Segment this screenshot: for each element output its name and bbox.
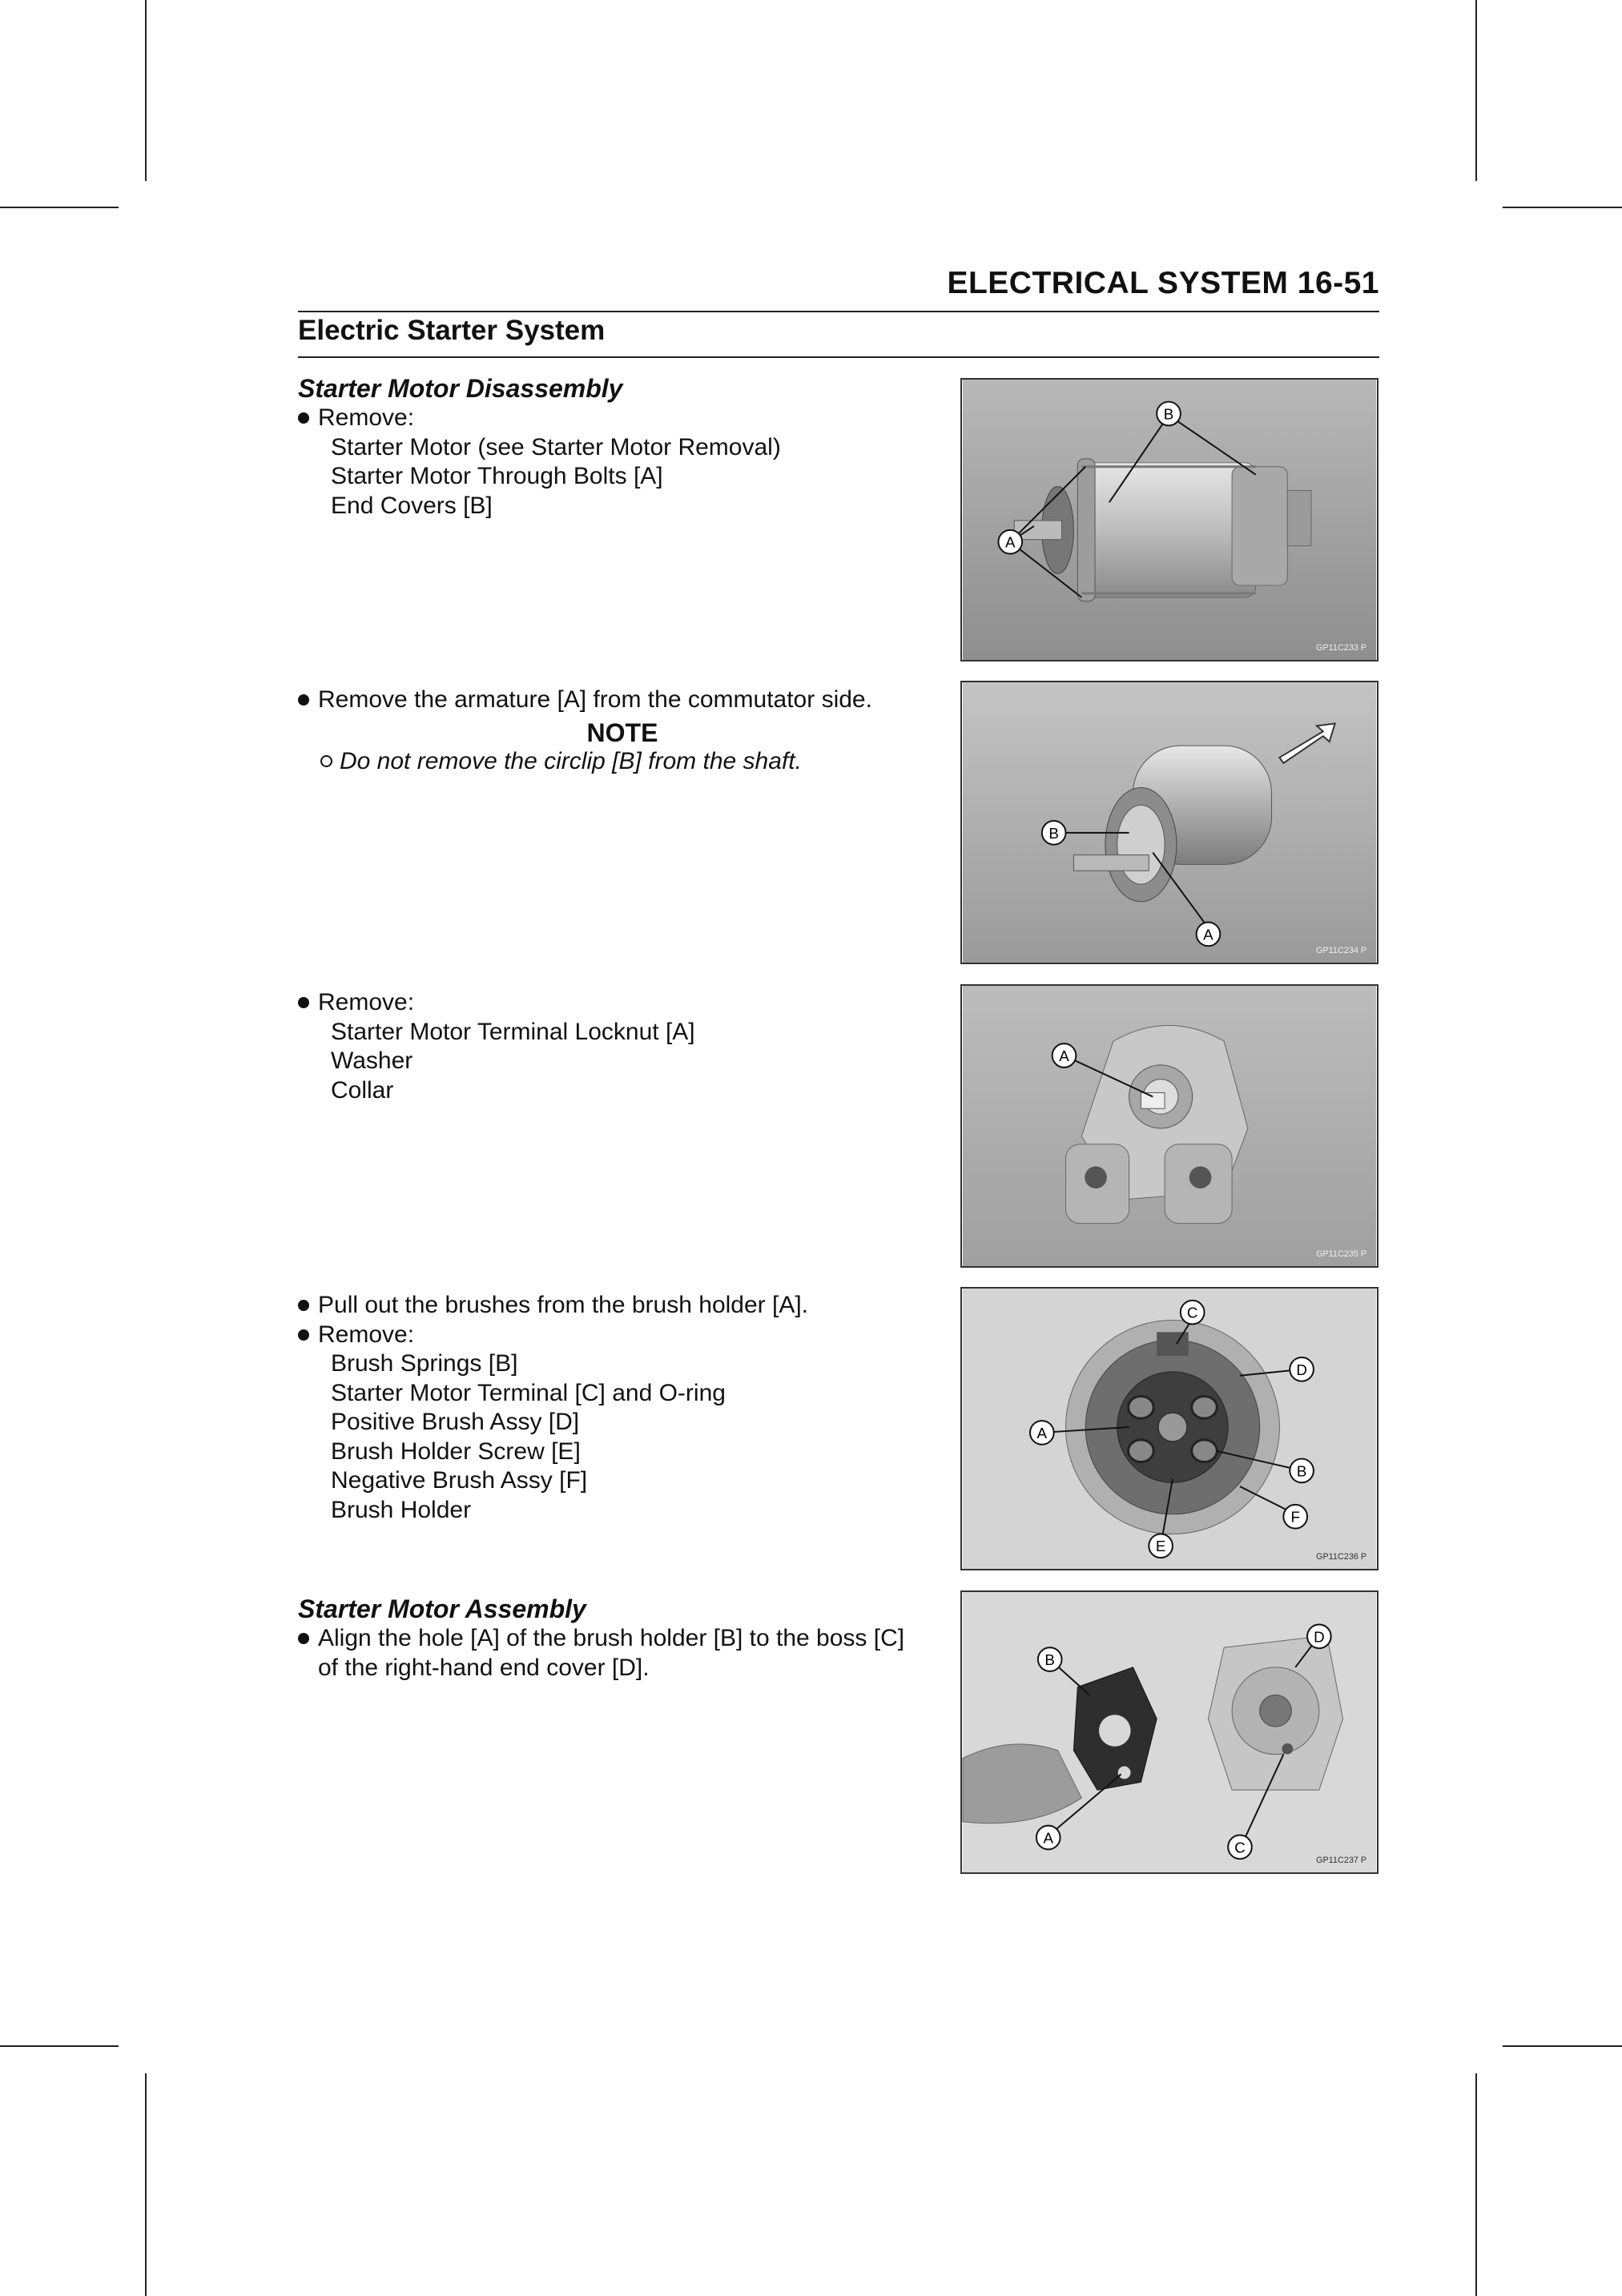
disassembly-heading: Starter Motor Disassembly: [298, 374, 623, 403]
callout-a: A: [1005, 533, 1016, 551]
callout-d: D: [1314, 1628, 1325, 1646]
bullet-remove: Remove:: [298, 1321, 939, 1350]
section-title: Electric Starter System: [298, 315, 606, 346]
step-4: [298, 1291, 939, 1525]
step-1: [298, 373, 939, 521]
callout-c: C: [1186, 1304, 1198, 1321]
step-2: [298, 686, 939, 777]
crop-mark: [0, 2045, 119, 2047]
figure-code: GP11C236 P: [1315, 1552, 1367, 1562]
photo-brush-holder: [960, 1287, 1378, 1570]
callout-b: B: [1296, 1462, 1307, 1480]
list-item: Brush Holder: [331, 1496, 472, 1523]
list-item: Starter Motor (see Starter Motor Removal): [331, 433, 781, 460]
list-item: Brush Holder Screw [E]: [331, 1438, 581, 1465]
note-text: Do not remove the circlip [B] from the shaft.: [298, 747, 939, 777]
header-rule: [298, 311, 1379, 312]
crop-mark: [145, 2073, 147, 2296]
list-item: Washer: [331, 1047, 413, 1074]
list-item: Starter Motor Terminal [C] and O-ring: [331, 1379, 726, 1406]
callout-c: C: [1234, 1839, 1246, 1856]
callout-a: A: [1036, 1424, 1048, 1442]
crop-mark: [145, 0, 147, 181]
callout-f: F: [1290, 1508, 1300, 1526]
bullet-pull-brushes: Pull out the brushes from the brush holder [A].: [298, 1291, 939, 1321]
assembly-illustration: [962, 1592, 1377, 1872]
bullet-remove: Remove:: [298, 988, 939, 1018]
armature-illustration: [962, 682, 1377, 963]
bullet-align: Align the hole [A] of the brush holder [B] to the boss [C]: [298, 1624, 939, 1654]
list-item: Starter Motor Through Bolts [A]: [331, 463, 663, 489]
figure-code: GP11C233 P: [1315, 643, 1367, 653]
callout-b: B: [1163, 405, 1174, 423]
list-item: Positive Brush Assy [D]: [331, 1409, 580, 1435]
figure-code: GP11C234 P: [1315, 946, 1367, 956]
list-item: Brush Springs [B]: [331, 1350, 518, 1377]
note-title: NOTE: [586, 718, 658, 747]
callout-d: D: [1296, 1361, 1307, 1378]
bullet-remove: Remove:: [298, 404, 939, 433]
section-rule: [298, 356, 1379, 358]
callout-b: B: [1048, 824, 1059, 842]
bullet-remove-armature: Remove the armature [A] from the commutator side.: [298, 686, 939, 715]
bullet-align-continued: of the right-hand end cover [D].: [318, 1654, 650, 1681]
callout-a: A: [1203, 926, 1213, 943]
assembly-section: [298, 1594, 939, 1683]
callout-e: E: [1155, 1538, 1166, 1555]
photo-starter-motor: [960, 378, 1378, 661]
terminal-illustration: [962, 986, 1377, 1266]
crop-mark: [1503, 2045, 1622, 2047]
step-3: [298, 988, 939, 1105]
figure-code: GP11C235 P: [1315, 1249, 1367, 1260]
starter-motor-illustration: [962, 380, 1377, 660]
callout-b: B: [1044, 1651, 1055, 1668]
callout-a: A: [1043, 1829, 1053, 1847]
list-item: Collar: [331, 1076, 394, 1104]
brush-holder-illustration: [962, 1289, 1377, 1569]
list-item: End Covers [B]: [331, 492, 493, 519]
figure-code: GP11C237 P: [1315, 1856, 1367, 1866]
assembly-heading: Starter Motor Assembly: [298, 1594, 586, 1623]
photo-assembly: [960, 1590, 1378, 1874]
photo-armature: [960, 681, 1378, 964]
crop-mark: [0, 207, 119, 208]
list-item: Negative Brush Assy [F]: [331, 1467, 588, 1494]
list-item: Starter Motor Terminal Locknut [A]: [331, 1018, 695, 1045]
crop-mark: [1475, 2073, 1477, 2296]
page-header: ELECTRICAL SYSTEM 16-51: [947, 266, 1379, 300]
callout-a: A: [1059, 1047, 1069, 1064]
crop-mark: [1475, 0, 1477, 181]
photo-terminal-locknut: [960, 984, 1378, 1268]
crop-mark: [1503, 207, 1622, 208]
